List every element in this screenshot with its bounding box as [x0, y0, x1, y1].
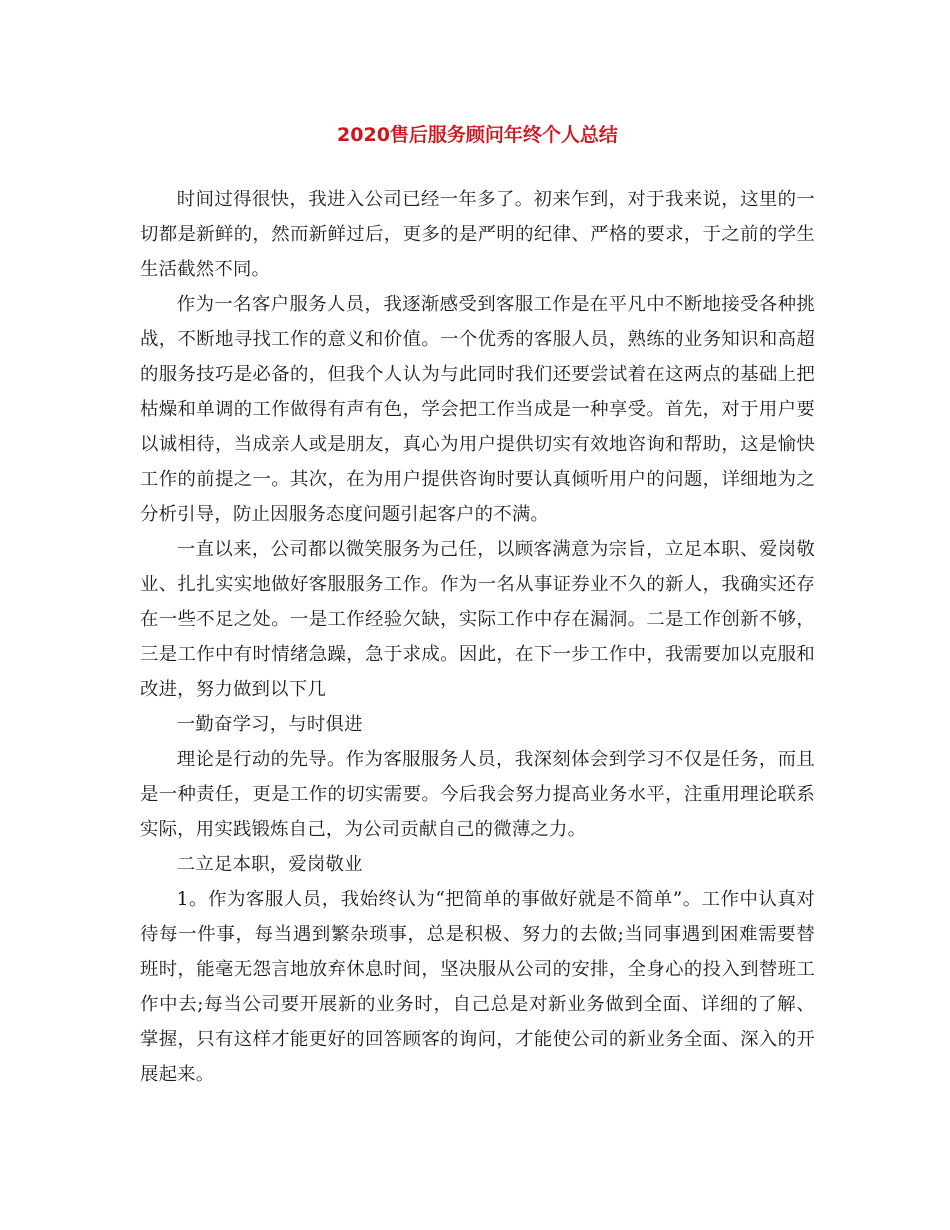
- document-title: 2020售后服务顾问年终个人总结: [337, 124, 618, 146]
- paragraph-dedication: 1。作为客服人员，我始终认为“把简单的事做好就是不简单”。工作中认真对待每一件事，每当遇到繁杂琐事，总是积极、努力的去做;当同事遇到困难需要替班时，能毫无怨言地放弃休息时间，坚决服从公司的安排，全身心的投入到替班工作中去;每当公司要开展新的业务时，自己总是对新业务做到全面、详细的了解、掌握，只有这样才能更好的回答顾客的询问，才能使公司的新业务全面、深入的开展起来。: [140, 889, 815, 1085]
- paragraph-study: 理论是行动的先导。作为客服服务人员，我深刻体会到学习不仅是任务，而且是一种责任，更是工作的切实需要。今后我会努力提高业务水平，注重用理论联系实际，用实践锻炼自己，为公司贡献自己的微薄之力。: [140, 749, 815, 840]
- paragraph-shortcomings: 一直以来，公司都以微笑服务为己任，以顾客满意为宗旨，立足本职、爱岗敬业、扎扎实实地做好客服服务工作。作为一名从事证券业不久的新人，我确实还存在一些不足之处。一是工作经验欠缺，实际工作中存在漏洞。二是工作创新不够，三是工作中有时情绪急躁，急于求成。因此，在下一步工作中，我需要加以克服和改进，努力做到以下几: [140, 539, 815, 700]
- section-heading-study: 一勤奋学习，与时俱进: [176, 714, 363, 735]
- document-page: [140, 122, 815, 1092]
- paragraph-intro: 时间过得很快，我进入公司已经一年多了。初来乍到，对于我来说，这里的一切都是新鲜的，然而新鲜过后，更多的是严明的纪律、严格的要求，于之前的学生生活截然不同。: [140, 189, 815, 280]
- paragraph-service-attitude: 作为一名客户服务人员，我逐渐感受到客服工作是在平凡中不断地接受各种挑战，不断地寻找工作的意义和价值。一个优秀的客服人员，熟练的业务知识和高超的服务技巧是必备的，但我个人认为与此同时我们还要尝试着在这两点的基础上把枯燥和单调的工作做得有声有色，学会把工作当成是一种享受。首先，对于用户要以诚相待，当成亲人或是朋友，真心为用户提供切实有效地咨询和帮助，这是愉快工作的前提之一。其次，在为用户提供咨询时要认真倾听用户的问题，详细地为之分析引导，防止因服务态度问题引起客户的不满。: [140, 294, 815, 525]
- section-heading-dedication: 二立足本职，爱岗敬业: [176, 854, 363, 875]
